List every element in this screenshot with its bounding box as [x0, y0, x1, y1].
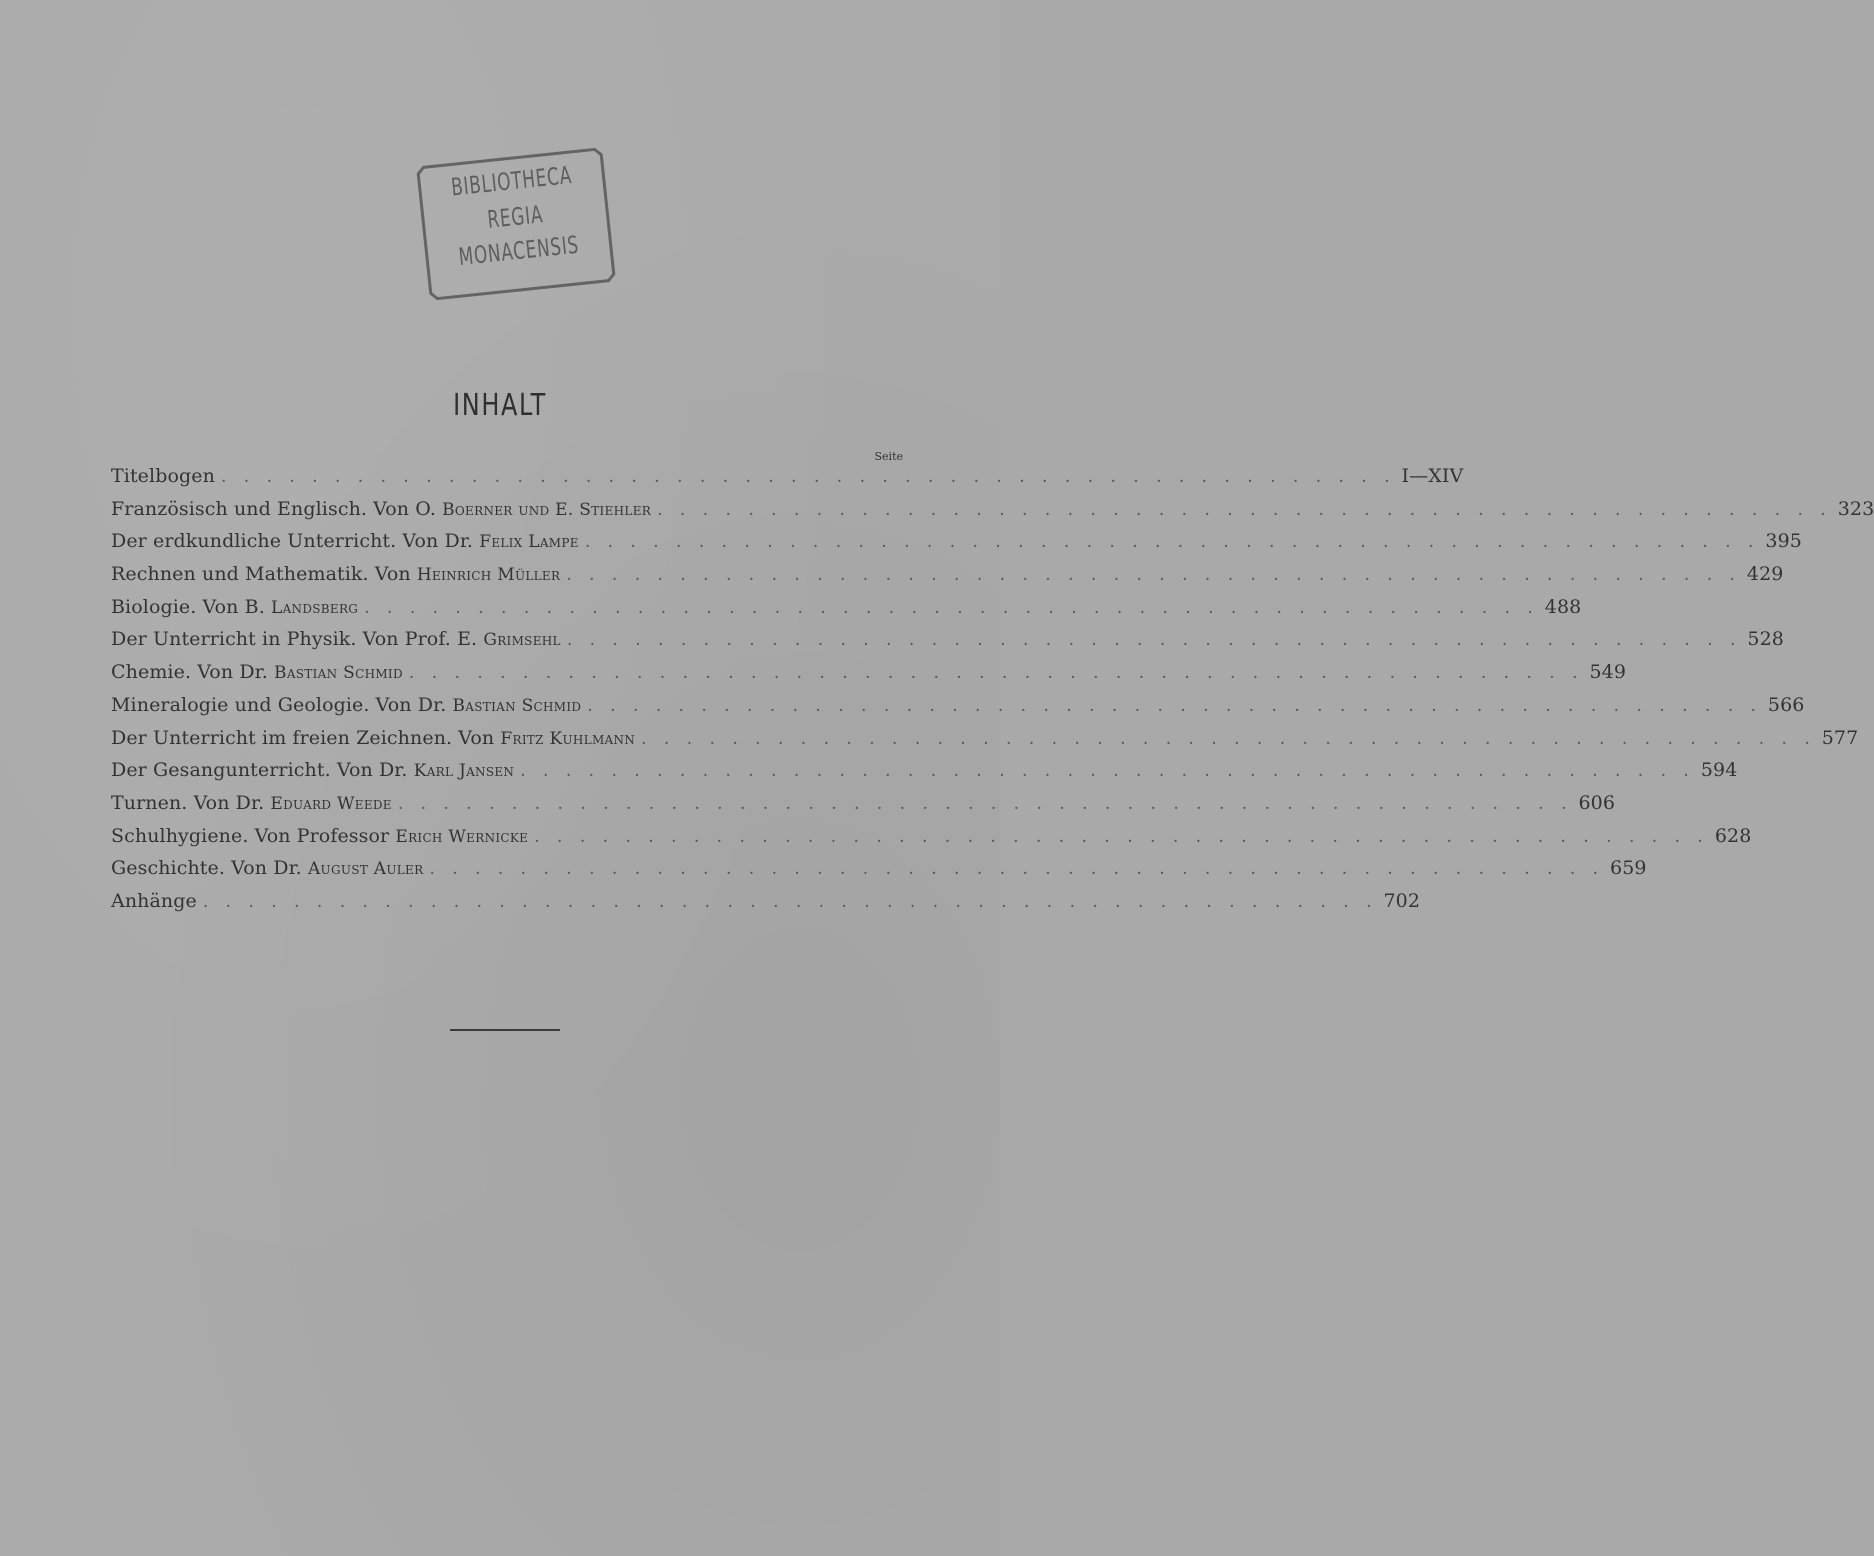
toc-entry	[111, 497, 1874, 531]
dot-leader: . . . . . . . . . . . . . . . . . . . . . . . . . . . . . . . . . . . . . . . . . . . . . . . . . . . .	[202, 891, 1378, 912]
toc-entry-author: Karl Jansen	[413, 761, 515, 782]
toc-entry-author: Bastian Schmid	[452, 695, 582, 716]
toc-entry	[111, 791, 1616, 825]
toc-entry-page: 429	[1746, 563, 1784, 586]
toc-entry-subject: Anhänge	[111, 889, 197, 912]
dot-leader: . . . . . . . . . . . . . . . . . . . . . . . . . . . . . . . . . . . . . . . . . . . . . . . . . . . .	[584, 532, 1760, 553]
toc-entry-page: 702	[1383, 889, 1421, 912]
toc-entry-title	[111, 825, 528, 847]
toc-entry-author: Bastian Schmid	[274, 663, 403, 684]
dot-leader: . . . . . . . . . . . . . . . . . . . . . . . . . . . . . . . . . . . . . . . . . . . . . . . . . . . .	[220, 467, 1396, 487]
toc-entry-page: 395	[1765, 530, 1802, 553]
stamp-line: REGIA	[486, 200, 545, 234]
toc-entry-subject: Turnen. Von Dr.	[111, 791, 271, 814]
toc-entry-title	[111, 792, 392, 814]
toc-entry-title	[111, 727, 635, 749]
toc-entry-page: 323	[1837, 497, 1874, 520]
toc-entry-author: Felix Lampe	[479, 532, 579, 553]
stamp-line: MONACENSIS	[457, 230, 581, 272]
dot-leader: . . . . . . . . . . . . . . . . . . . . . . . . . . . . . . . . . . . . . . . . . . . . . . . . . . . .	[397, 793, 1573, 814]
toc-entry-subject: Biologie. Von B.	[111, 595, 271, 618]
toc-entry-author: Boerner und E. Stiehler	[442, 499, 652, 520]
toc-entry-subject: Der Unterricht im freien Zeichnen. Von	[111, 726, 501, 749]
toc-entry-title	[111, 596, 358, 618]
dot-leader: . . . . . . . . . . . . . . . . . . . . . . . . . . . . . . . . . . . . . . . . . . . . . . . . . . . .	[534, 826, 1709, 847]
toc-entry-page: I—XIV	[1401, 465, 1464, 487]
toc-entry-title	[111, 628, 561, 650]
toc-entry-subject: Mineralogie und Geologie. Von Dr.	[111, 693, 453, 716]
stamp-line: BIBLIOTHECA	[449, 160, 574, 202]
toc-entry-author: Fritz Kuhlmann	[500, 728, 636, 749]
toc-entry-title	[111, 530, 579, 552]
toc-entry-title	[111, 563, 560, 585]
dot-leader: . . . . . . . . . . . . . . . . . . . . . . . . . . . . . . . . . . . . . . . . . . . . . . . . . . . .	[364, 597, 1539, 618]
dot-leader: . . . . . . . . . . . . . . . . . . . . . . . . . . . . . . . . . . . . . . . . . . . . . . . . . . . .	[657, 499, 1832, 520]
toc-entry-author: Eduard Weede	[270, 793, 392, 814]
dot-leader: . . . . . . . . . . . . . . . . . . . . . . . . . . . . . . . . . . . . . . . . . . . . . . . . . . . .	[429, 859, 1605, 880]
toc-entry-subject: Titelbogen	[111, 465, 215, 487]
toc-entry	[111, 889, 1421, 923]
dot-leader: . . . . . . . . . . . . . . . . . . . . . . . . . . . . . . . . . . . . . . . . . . . . . . . . . . . .	[641, 728, 1816, 749]
table-of-contents	[111, 465, 1874, 923]
toc-entry-subject: Der Unterricht in Physik. Von Prof. E.	[111, 628, 484, 651]
toc-entry-subject: Der erdkundliche Unterricht. Von Dr.	[111, 530, 480, 553]
toc-entry	[111, 563, 1784, 596]
toc-entry-title	[111, 661, 403, 683]
toc-entry	[111, 628, 1784, 661]
toc-entry-page: 628	[1714, 824, 1752, 847]
toc-entry-title	[111, 498, 651, 520]
toc-entry-page: 566	[1767, 693, 1805, 716]
dot-leader: . . . . . . . . . . . . . . . . . . . . . . . . . . . . . . . . . . . . . . . . . . . . . . . . . . . .	[566, 565, 1741, 586]
toc-entry	[111, 465, 1464, 498]
toc-entry	[111, 759, 1738, 792]
toc-entry-page: 594	[1700, 759, 1738, 782]
toc-entry-page: 528	[1747, 628, 1784, 651]
toc-entry-subject: Geschichte. Von Dr.	[111, 857, 308, 880]
toc-entry-author: August Auler	[307, 859, 424, 880]
toc-entry	[111, 824, 1752, 858]
toc-entry-author: Landsberg	[271, 597, 359, 618]
library-stamp	[411, 140, 621, 308]
dot-leader: . . . . . . . . . . . . . . . . . . . . . . . . . . . . . . . . . . . . . . . . . . . . . . . . . . . .	[566, 630, 1742, 651]
toc-entry-subject: Chemie. Von Dr.	[111, 661, 275, 684]
toc-entry	[111, 726, 1859, 760]
toc-entry-subject: Französisch und Englisch. Von O.	[111, 497, 443, 520]
toc-entry	[111, 857, 1647, 890]
page-column-label: Seite	[874, 450, 903, 463]
toc-entry-author: Heinrich Müller	[416, 565, 561, 586]
toc-entry-title	[111, 890, 197, 912]
toc-entry-subject: Der Gesangunterricht. Von Dr.	[111, 759, 414, 782]
dot-leader: . . . . . . . . . . . . . . . . . . . . . . . . . . . . . . . . . . . . . . . . . . . . . . . . . . . .	[520, 761, 1695, 782]
toc-entry-title	[111, 857, 423, 879]
toc-entry-page: 659	[1610, 857, 1647, 880]
toc-entry-author: Erich Wernicke	[395, 826, 529, 847]
dot-leader: . . . . . . . . . . . . . . . . . . . . . . . . . . . . . . . . . . . . . . . . . . . . . . . . . . . .	[587, 695, 1762, 716]
toc-entry-subject: Rechnen und Mathematik. Von	[111, 563, 417, 586]
toc-entry	[111, 693, 1805, 727]
toc-entry-page: 488	[1544, 595, 1582, 618]
page-title: INHALT	[453, 388, 547, 423]
toc-entry-title	[111, 759, 514, 781]
toc-entry-page: 549	[1589, 661, 1627, 684]
dot-leader: . . . . . . . . . . . . . . . . . . . . . . . . . . . . . . . . . . . . . . . . . . . . . . . . . . . .	[408, 663, 1584, 684]
toc-entry-page: 606	[1578, 791, 1616, 814]
toc-entry-title	[111, 694, 581, 716]
toc-entry	[111, 595, 1582, 629]
toc-entry	[111, 530, 1802, 563]
divider-rule	[450, 1029, 560, 1031]
toc-entry	[111, 661, 1627, 694]
toc-entry-subject: Schulhygiene. Von Professor	[111, 824, 396, 847]
toc-entry-title	[111, 465, 215, 487]
toc-entry-page: 577	[1821, 726, 1859, 749]
toc-entry-author: Grimsehl	[483, 630, 561, 651]
